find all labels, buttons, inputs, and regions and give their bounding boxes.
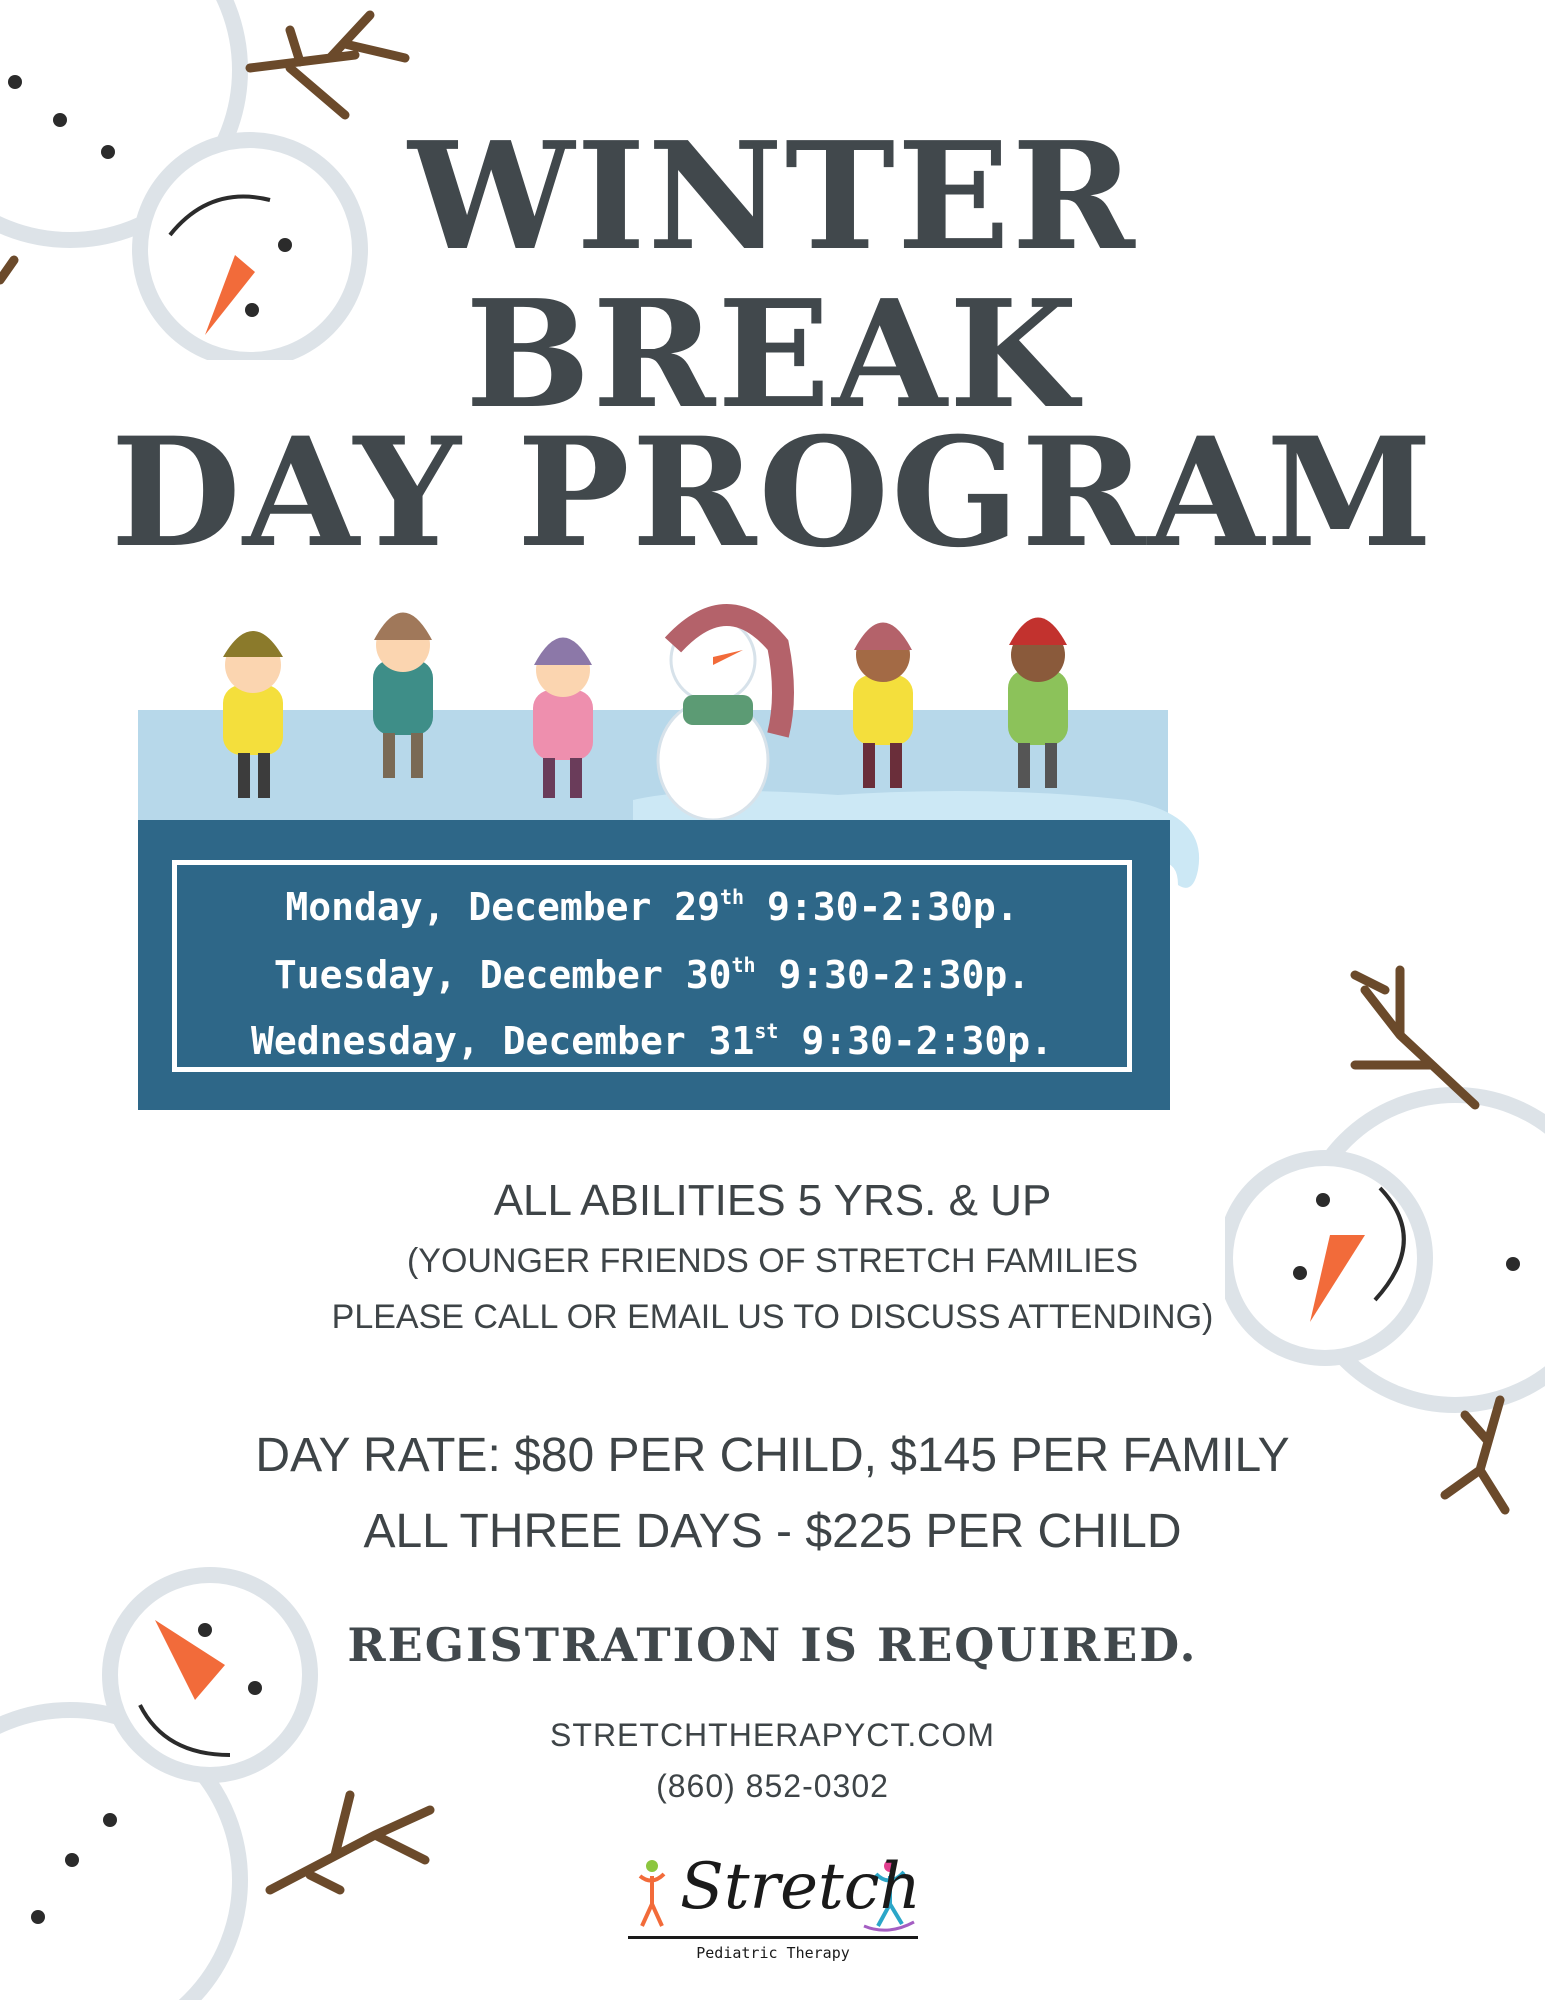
schedule-suffix: th	[731, 953, 756, 977]
schedule-day: Monday, December 29	[285, 885, 721, 929]
registration-notice: REGISTRATION IS REQUIRED.	[347, 1618, 1198, 1672]
schedule-day: Wednesday, December 31	[251, 1019, 755, 1063]
eligibility-note-line1: (YOUNGER FRIENDS OF STRETCH FAMILIES	[406, 1242, 1139, 1280]
pricing-three-days: ALL THREE DAYS - $225 PER CHILD	[363, 1505, 1182, 1558]
stretch-logo	[628, 1850, 921, 1980]
phone-number[interactable]: (860) 852-0302	[656, 1768, 889, 1804]
schedule-time: 9:30-2:30p.	[755, 953, 1031, 997]
title-line-break: BREAK	[465, 267, 1080, 441]
title-line-winter: WINTER	[408, 109, 1137, 283]
schedule-frame	[172, 860, 1132, 1072]
schedule-suffix: st	[754, 1019, 779, 1043]
pricing-day-rate: DAY RATE: $80 PER CHILD, $145 PER FAMILY	[255, 1429, 1290, 1482]
eligibility-headline: ALL ABILITIES 5 YRS. & UP	[493, 1176, 1052, 1225]
schedule-row-wednesday	[177, 1019, 1127, 1063]
schedule-row-tuesday	[177, 953, 1127, 997]
schedule-suffix: th	[720, 885, 745, 909]
schedule-box	[138, 820, 1170, 1110]
schedule-day: Tuesday, December 30	[273, 953, 732, 997]
schedule-time: 9:30-2:30p.	[744, 885, 1019, 929]
schedule-row-monday	[177, 885, 1127, 929]
logo-underline	[628, 1936, 918, 1939]
schedule-time: 9:30-2:30p.	[778, 1019, 1053, 1063]
title-line-day-program: DAY PROGRAM	[110, 405, 1435, 581]
logo-wordmark: Stretch	[680, 1850, 921, 1924]
eligibility-note-line2: PLEASE CALL OR EMAIL US TO DISCUSS ATTENDING)	[331, 1298, 1214, 1336]
website-link[interactable]: STRETCHTHERAPYCT.COM	[550, 1717, 995, 1753]
logo-subtitle: Pediatric Therapy	[696, 1944, 850, 1962]
